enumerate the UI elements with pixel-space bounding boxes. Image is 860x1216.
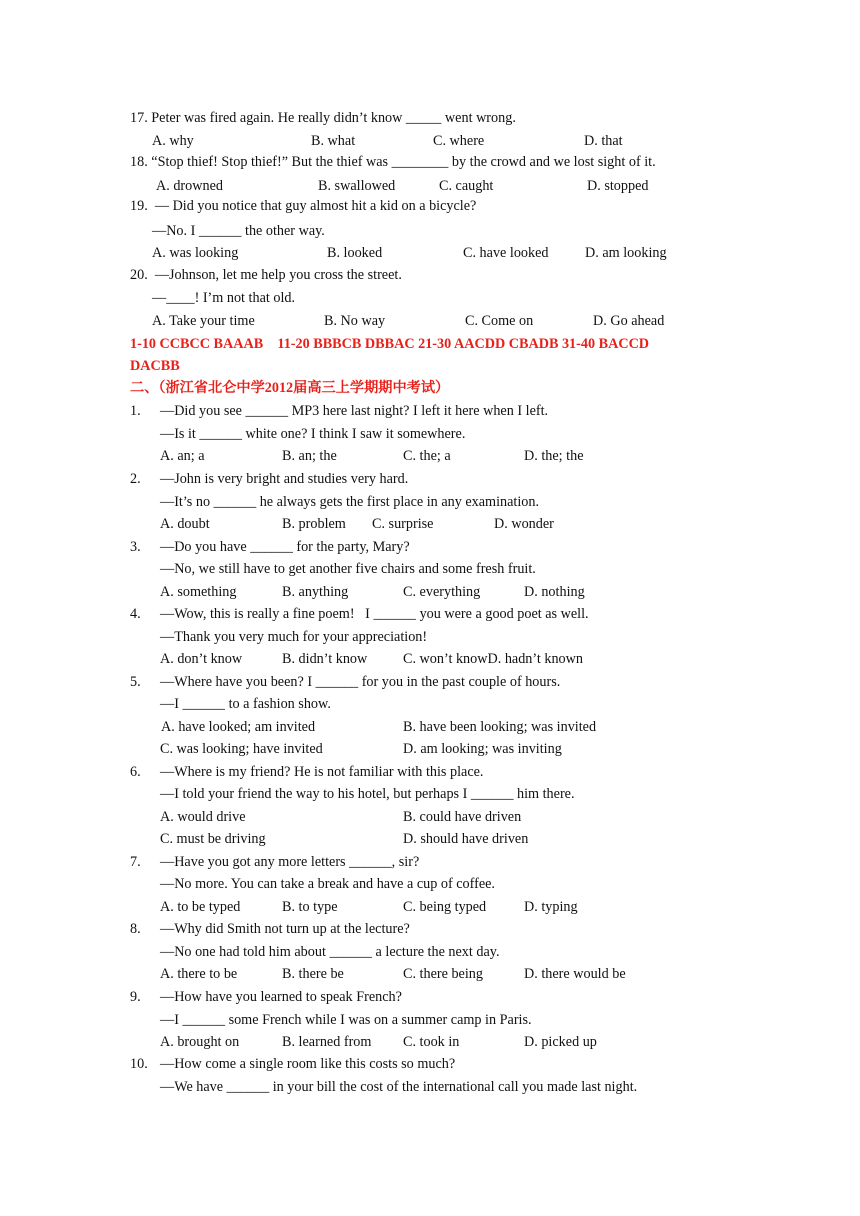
q17-option-d: D. that [584, 133, 623, 149]
p2-q7-number: 7. [130, 854, 141, 870]
p2-q4-option-cd: C. won’t knowD. hadn’t known [403, 651, 583, 667]
p2-q2-number: 2. [130, 471, 141, 487]
q19-option-d: D. am looking [585, 245, 667, 261]
p2-q2-option-c: C. surprise [372, 516, 434, 532]
q20-option-a: A. Take your time [152, 313, 255, 329]
p2-q8-line-2: —No one had told him about ______ a lecture the next day. [160, 944, 500, 960]
p2-q6-option-b: B. could have driven [403, 809, 522, 825]
p2-q9-line-1: —How have you learned to speak French? [160, 989, 402, 1005]
q18-stem: 18. “Stop thief! Stop thief!” But the thief was ________ by the crowd and we lost sight of it. [130, 154, 656, 170]
p2-q6-option-c: C. must be driving [160, 831, 266, 847]
p2-q9-line-2: —I ______ some French while I was on a summer camp in Paris. [160, 1012, 532, 1028]
p2-q9-option-c: C. took in [403, 1034, 460, 1050]
p2-q5-number: 5. [130, 674, 141, 690]
q19-stem: 19. — Did you notice that guy almost hit a kid on a bicycle? [130, 198, 477, 214]
p2-q2-option-a: A. doubt [160, 516, 210, 532]
p2-q2-option-b: B. problem [282, 516, 346, 532]
p2-q7-line-2: —No more. You can take a break and have a cup of coffee. [160, 876, 495, 892]
p2-q4-option-b: B. didn’t know [282, 651, 368, 667]
p2-q5-line-1: —Where have you been? I ______ for you in the past couple of hours. [160, 674, 561, 690]
p2-q5-option-c: C. was looking; have invited [160, 741, 323, 757]
p2-q9-option-a: A. brought on [160, 1034, 240, 1050]
p2-q3-option-c: C. everything [403, 584, 481, 600]
q18-option-b: B. swallowed [318, 178, 396, 194]
p2-q8-number: 8. [130, 921, 141, 937]
q20-option-b: B. No way [324, 313, 386, 329]
q19-option-b: B. looked [327, 245, 383, 261]
p2-q3-option-d: D. nothing [524, 584, 585, 600]
p2-q1-option-d: D. the; the [524, 448, 584, 464]
q17-option-a: A. why [152, 133, 194, 149]
p2-q5-option-a: A. have looked; am invited [161, 719, 316, 735]
p2-q8-option-c: C. there being [403, 966, 483, 982]
q19-option-a: A. was looking [152, 245, 239, 261]
answer-key-line-1: 1-10 CCBCC BAAAB 11-20 BBBCB DBBAC 21-30 AACDD CBADB 31-40 BACCD [130, 336, 650, 352]
q17-option-c: C. where [433, 133, 485, 149]
p2-q6-number: 6. [130, 764, 141, 780]
p2-q3-line-1: —Do you have ______ for the party, Mary? [160, 539, 410, 555]
p2-q1-line-1: —Did you see ______ MP3 here last night? I left it here when I left. [160, 403, 549, 419]
p2-q1-option-a: A. an; a [160, 448, 205, 464]
q18-option-d: D. stopped [587, 178, 649, 194]
p2-q6-option-d: D. should have driven [403, 831, 529, 847]
p2-q2-option-d: D. wonder [494, 516, 554, 532]
q20-reply: —____! I’m not that old. [152, 290, 296, 306]
p2-q3-option-a: A. something [160, 584, 237, 600]
q19-reply: —No. I ______ the other way. [152, 223, 325, 239]
p2-q5-option-b: B. have been looking; was invited [403, 719, 597, 735]
p2-q10-line-1: —How come a single room like this costs so much? [160, 1056, 456, 1072]
p2-q5-option-d: D. am looking; was inviting [403, 741, 562, 757]
p2-q7-option-b: B. to type [282, 899, 338, 915]
p2-q7-line-1: —Have you got any more letters ______, sir? [160, 854, 420, 870]
p2-q8-option-a: A. there to be [160, 966, 238, 982]
p2-q3-option-b: B. anything [282, 584, 349, 600]
p2-q9-option-b: B. learned from [282, 1034, 372, 1050]
p2-q3-number: 3. [130, 539, 141, 555]
answer-key-line-2: DACBB [130, 358, 180, 374]
p2-q4-option-a: A. don’t know [160, 651, 243, 667]
p2-q8-option-d: D. there would be [524, 966, 626, 982]
p2-q1-line-2: —Is it ______ white one? I think I saw it somewhere. [160, 426, 466, 442]
p2-q6-option-a: A. would drive [160, 809, 246, 825]
p2-q10-line-2: —We have ______ in your bill the cost of the international call you made last night. [160, 1079, 638, 1095]
q19-option-c: C. have looked [463, 245, 549, 261]
p2-q4-number: 4. [130, 606, 141, 622]
p2-q4-line-1: —Wow, this is really a fine poem! I ______ you were a good poet as well. [160, 606, 589, 622]
p2-q1-option-c: C. the; a [403, 448, 451, 464]
p2-q9-option-d: D. picked up [524, 1034, 597, 1050]
q20-stem: 20. —Johnson, let me help you cross the street. [130, 267, 402, 283]
q18-option-a: A. drowned [156, 178, 223, 194]
p2-q5-line-2: —I ______ to a fashion show. [160, 696, 331, 712]
section-heading: 二、（浙江省北仑中学2012届高三上学期期中考试） [130, 380, 450, 396]
p2-q1-number: 1. [130, 403, 141, 419]
p2-q2-line-1: —John is very bright and studies very hard. [160, 471, 409, 487]
q20-option-c: C. Come on [465, 313, 534, 329]
p2-q6-line-1: —Where is my friend? He is not familiar with this place. [160, 764, 484, 780]
p2-q7-option-d: D. typing [524, 899, 578, 915]
p2-q8-option-b: B. there be [282, 966, 344, 982]
p2-q1-option-b: B. an; the [282, 448, 337, 464]
q17-stem: 17. Peter was fired again. He really didn’t know _____ went wrong. [130, 110, 516, 126]
q17-option-b: B. what [311, 133, 356, 149]
p2-q9-number: 9. [130, 989, 141, 1005]
q18-option-c: C. caught [439, 178, 494, 194]
p2-q4-line-2: —Thank you very much for your appreciation! [160, 629, 428, 645]
p2-q7-option-c: C. being typed [403, 899, 487, 915]
p2-q7-option-a: A. to be typed [160, 899, 241, 915]
p2-q10-number: 10. [130, 1056, 148, 1072]
p2-q6-line-2: —I told your friend the way to his hotel, but perhaps I ______ him there. [160, 786, 575, 802]
p2-q2-line-2: —It’s no ______ he always gets the first place in any examination. [160, 494, 540, 510]
p2-q8-line-1: —Why did Smith not turn up at the lecture? [160, 921, 410, 937]
p2-q3-line-2: —No, we still have to get another five chairs and some fresh fruit. [160, 561, 536, 577]
q20-option-d: D. Go ahead [593, 313, 665, 329]
